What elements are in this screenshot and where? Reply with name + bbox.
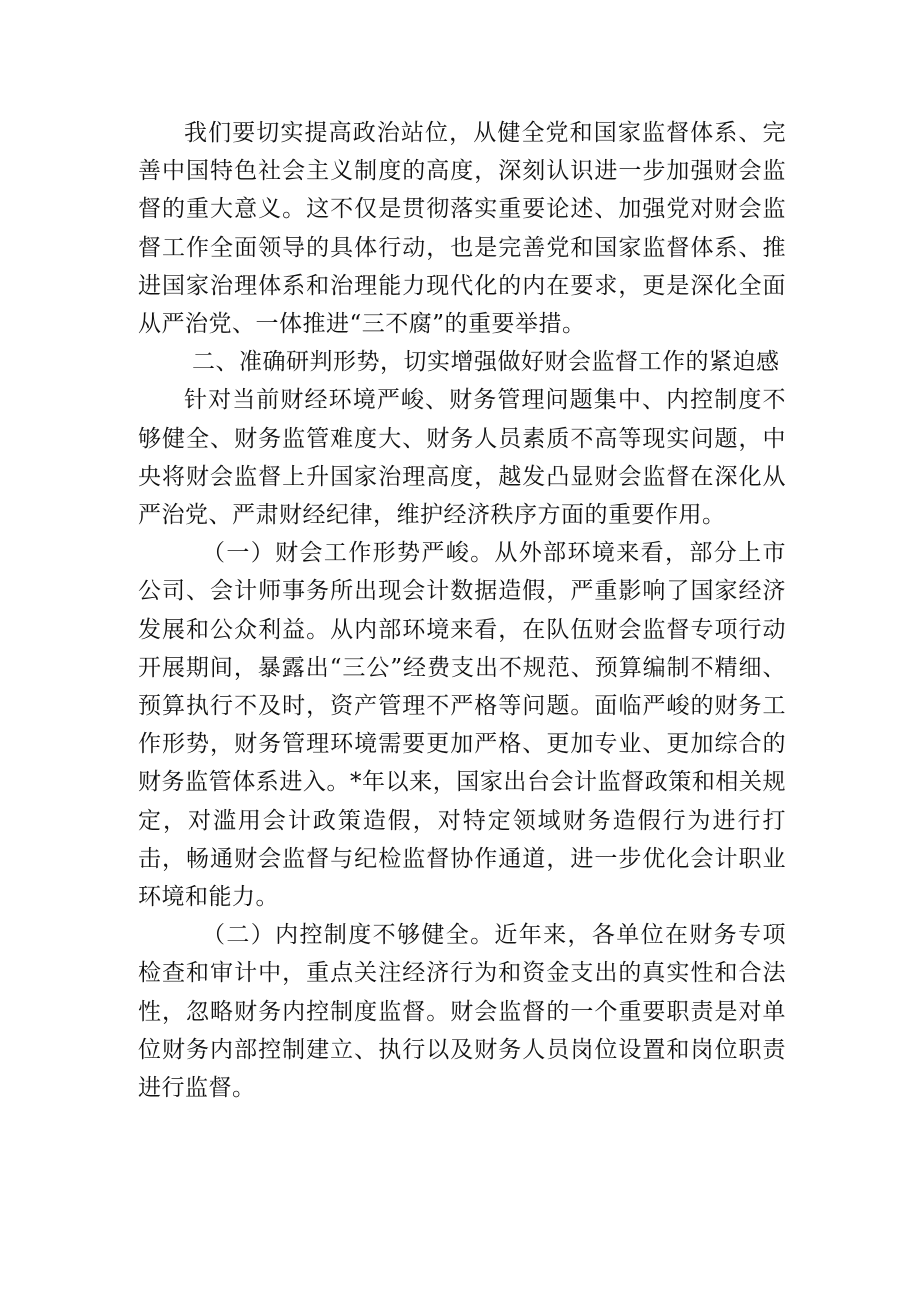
paragraph-current-problems: 针对当前财经环境严峻、财务管理问题集中、内控制度不够健全、财务监管难度大、财务人员素质不高等现实问题，中央将财会监督上升国家治理高度，越发凸显财会监督在深化从严治党、严肃财经纪律，维护经济秩序方面的重要作用。 bbox=[138, 387, 786, 529]
paragraph-significance: 我们要切实提高政治站位，从健全党和国家监督体系、完善中国特色社会主义制度的高度，深刻认识进一步加强财会监督的重大意义。这不仅是贯彻落实重要论述、加强党对财会监督工作全面领导的具体行动，也是完善党和国家监督体系、推进国家治理体系和治理能力现代化的内在要求，更是深化全面从严治党、一体推进“三不腐”的重要举措。 bbox=[138, 120, 786, 338]
paragraph-subsection-two: （二）内控制度不够健全。近年来，各单位在财务专项检查和审计中，重点关注经济行为和资金支出的真实性和合法性，忽略财务内控制度监督。财会监督的一个重要职责是对单位财务内部控制建立、执行以及财务人员岗位设置和岗位职责进行监督。 bbox=[138, 922, 786, 1102]
paragraph-subsection-one: （一）财会工作形势严峻。从外部环境来看，部分上市公司、会计师事务所出现会计数据造假，严重影响了国家经济发展和公众利益。从内部环境来看，在队伍财会监督专项行动开展期间，暴露出“三公”经费支出不规范、预算编制不精细、预算执行不及时，资产管理不严格等问题。面临严峻的财务工作形势，财务管理环境需要更加严格、更加专业、更加综合的财务监管体系进入。*年以来，国家出台会计监督政策和相关规定，对滥用会计政策造假，对特定领域财务造假行为进行打击，畅通财会监督与纪检监督协作通道，进一步优化会计职业环境和能力。 bbox=[138, 540, 786, 911]
section-heading-two: 二、准确研判形势，切实增强做好财会监督工作的紧迫感 bbox=[192, 349, 780, 376]
document-body bbox=[138, 114, 786, 1107]
